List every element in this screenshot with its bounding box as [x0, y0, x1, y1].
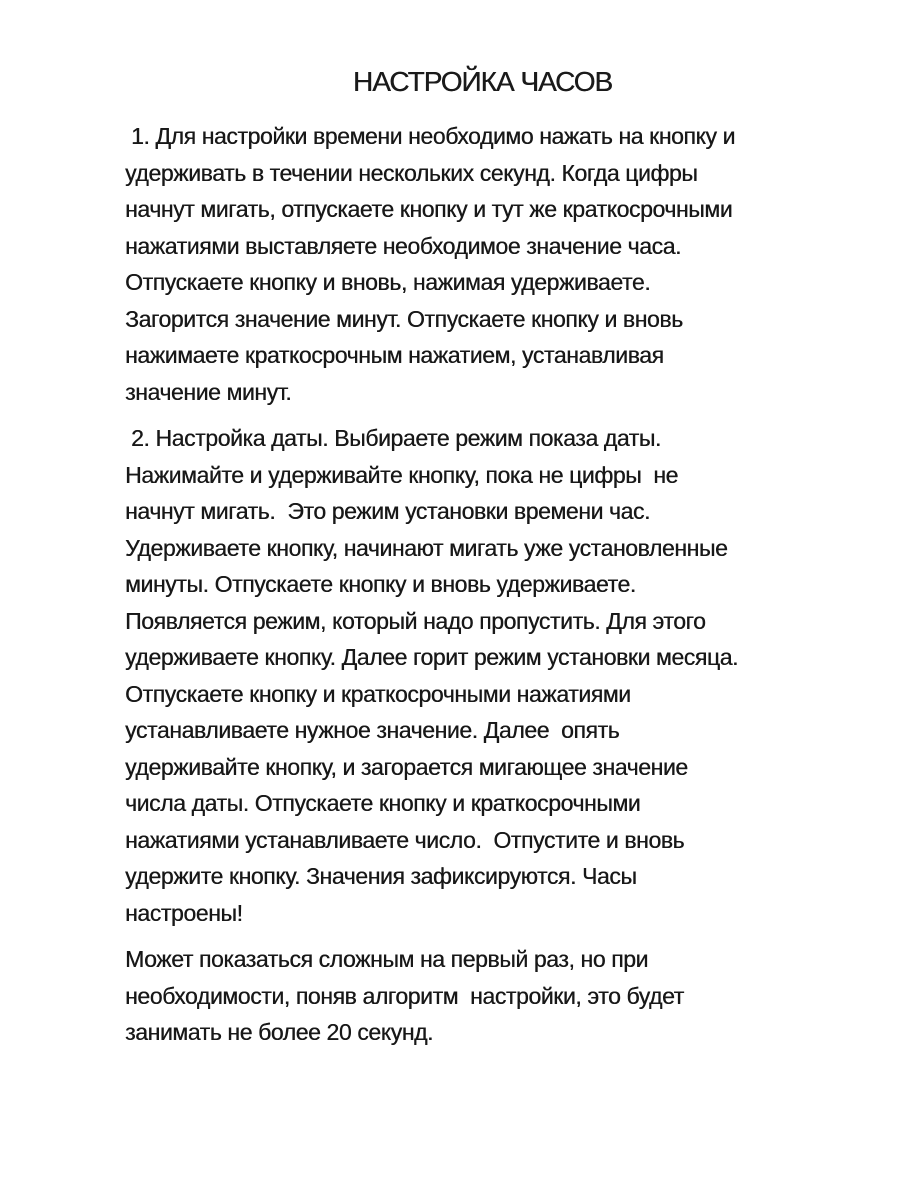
text-line: Отпускаете кнопку и краткосрочными нажатиями — [125, 680, 631, 707]
text-line: 1. Для настройки времени необходимо нажать на кнопку и — [125, 123, 735, 149]
text-line: необходимости, поняв алгоритм настройки, это будет — [125, 982, 684, 1009]
document-content — [125, 64, 840, 1051]
text-line: Отпускаете кнопку и вновь, нажимая удерживаете. — [125, 269, 651, 295]
text-line: удерживайте кнопку, и загорается мигающее значение — [125, 753, 688, 780]
paragraph-time-setup — [125, 118, 840, 410]
text-line: Загорится значение минут. Отпускаете кнопку и вновь — [125, 305, 683, 332]
text-line: нажатиями устанавливаете число. Отпустите и вновь — [125, 826, 685, 853]
text-line: Удерживаете кнопку, начинают мигать уже установленные — [125, 534, 728, 561]
paragraph-date-setup — [125, 420, 840, 931]
text-line: удержите кнопку. Значения зафиксируются. Часы — [125, 863, 637, 889]
text-line: удерживать в течении нескольких секунд. Когда цифры — [125, 159, 698, 186]
text-line: минуты. Отпускаете кнопку и вновь удерживаете. — [125, 571, 636, 597]
text-line: нажимаете краткосрочным нажатием, устанавливая — [125, 342, 664, 368]
text-line: настроены! — [125, 899, 243, 926]
text-line: нажатиями выставляете необходимое значение часа. — [125, 232, 681, 259]
text-line: значение минут. — [125, 378, 292, 405]
text-line: занимать не более 20 секунд. — [125, 1019, 434, 1045]
text-line: начнут мигать. Это режим установки времени час. — [125, 498, 650, 524]
document-title: НАСТРОЙКА ЧАСОВ — [352, 66, 613, 97]
text-line: Нажимайте и удерживайте кнопку, пока не цифры не — [125, 461, 678, 488]
paragraph-summary — [125, 941, 840, 1051]
text-line: числа даты. Отпускаете кнопку и краткосрочными — [125, 790, 641, 816]
text-line: Появляется режим, который надо пропустить. Для этого — [125, 607, 706, 634]
text-line: 2. Настройка даты. Выбираете режим показа даты. — [125, 425, 661, 451]
text-line: Может показаться сложным на первый раз, но при — [125, 946, 648, 972]
text-line: удерживаете кнопку. Далее горит режим установки месяца. — [125, 644, 739, 670]
text-line: устанавливаете нужное значение. Далее опять — [125, 717, 620, 743]
text-line: начнут мигать, отпускаете кнопку и тут же краткосрочными — [125, 196, 733, 222]
